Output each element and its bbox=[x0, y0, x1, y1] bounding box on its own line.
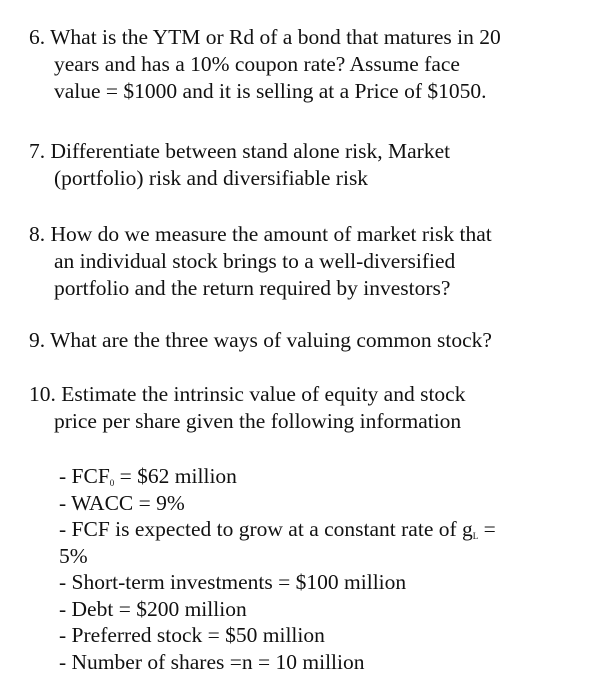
question-6 bbox=[29, 24, 501, 105]
question-7-line-1: 7. Differentiate between stand alone risk, Market bbox=[29, 139, 451, 163]
given-information-list bbox=[59, 463, 496, 675]
question-8-line-2: an individual stock brings to a well-diversified bbox=[54, 249, 456, 273]
info-growth-value: 5% bbox=[59, 543, 88, 568]
info-short-term-investments: - Short-term investments = $100 million bbox=[59, 570, 407, 594]
info-number-of-shares: - Number of shares =n = 10 million bbox=[59, 649, 365, 674]
question-10 bbox=[29, 381, 465, 435]
question-10-line-1: 10. Estimate the intrinsic value of equity and stock bbox=[29, 382, 466, 406]
fcf-subscript: 0 bbox=[109, 478, 115, 488]
question-7-line-2: (portfolio) risk and diversifiable risk bbox=[54, 166, 369, 190]
question-9 bbox=[29, 327, 492, 354]
question-8-line-1: 8. How do we measure the amount of market risk that bbox=[29, 222, 492, 246]
info-preferred-stock: - Preferred stock = $50 million bbox=[59, 623, 325, 647]
question-8-line-3: portfolio and the return required by investors? bbox=[54, 276, 451, 300]
info-fcf: - $FCF_0$ = $62 million bbox=[59, 464, 237, 488]
question-6-line-1: 6. What is the YTM or Rd of a bond that matures in 20 bbox=[29, 25, 501, 49]
question-10-line-2: price per share given the following information bbox=[54, 409, 462, 433]
question-6-line-3: value = $1000 and it is selling at a Price of $1050. bbox=[54, 79, 487, 103]
info-growth: - FCF is expected to grow at a constant rate of $g_L$ = bbox=[59, 517, 496, 541]
question-7 bbox=[29, 138, 450, 192]
info-wacc: - WACC = 9% bbox=[59, 490, 185, 515]
question-8 bbox=[29, 221, 492, 302]
growth-subscript: L bbox=[472, 531, 479, 541]
question-6-line-2: years and has a 10% coupon rate? Assume face bbox=[54, 52, 460, 76]
question-9-line-1: 9. What are the three ways of valuing common stock? bbox=[29, 328, 492, 352]
info-debt: - Debt = $200 million bbox=[59, 596, 247, 621]
